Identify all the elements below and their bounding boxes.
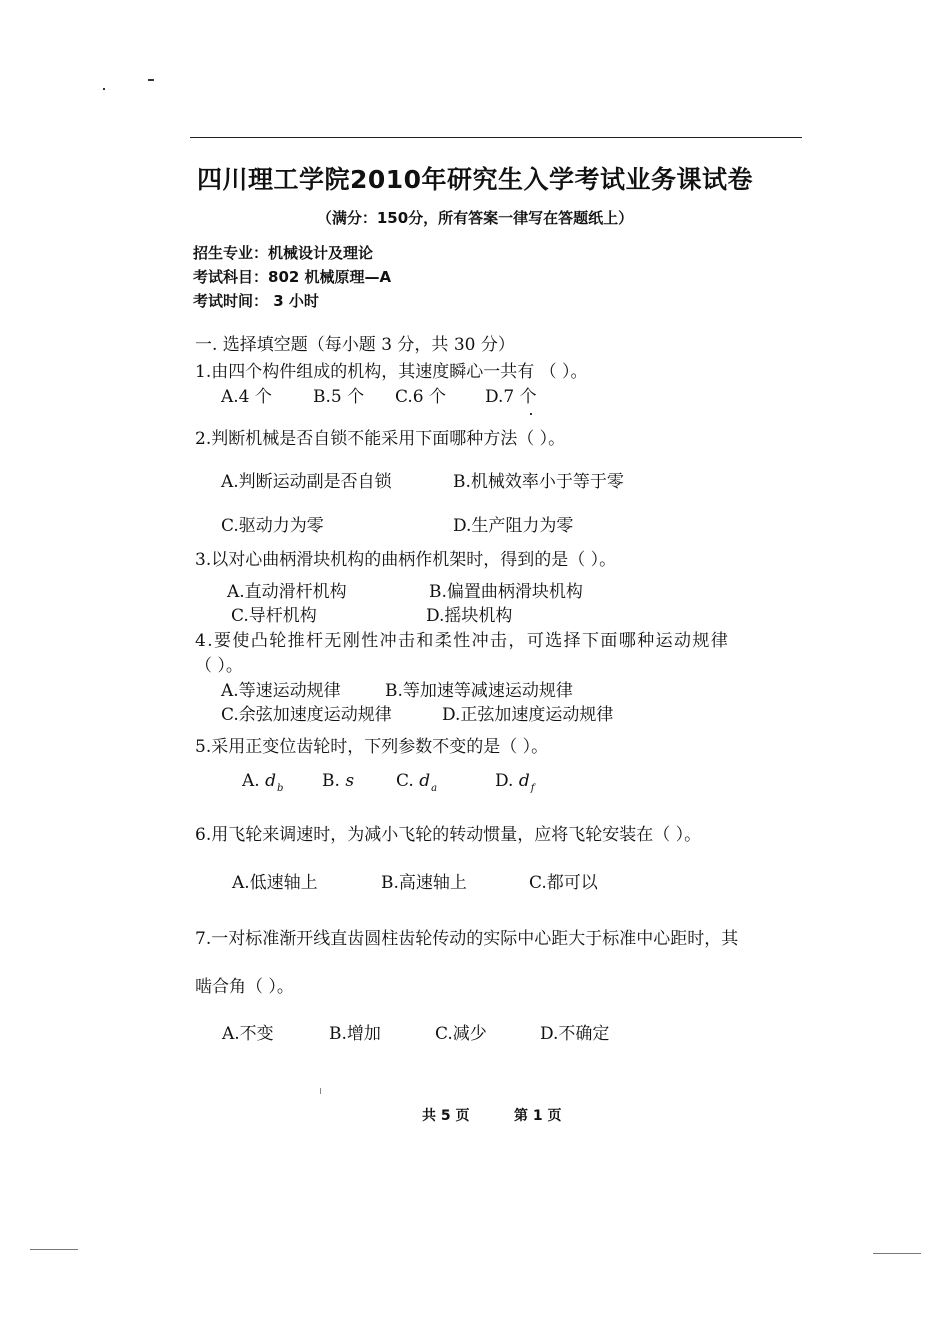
question-4-cont: （ ）。 [195,656,243,676]
q1-option-c: C.6 个 [395,387,447,407]
q5-option-c [396,771,437,794]
question-7: 7.一对标准渐开线直齿圆柱齿轮传动的实际中心距大于标准中心距时，其 [195,929,739,949]
q5-option-d-symbol: d [518,771,530,791]
q7-option-c: C.减少 [435,1024,487,1044]
q2-option-c: C.驱动力为零 [221,516,324,536]
q3-option-c: C.导杆机构 [231,606,317,626]
q3-option-b: B.偏置曲柄滑块机构 [429,582,583,602]
footer-current-page: 第 1 页 [514,1108,562,1124]
q4-option-a: A.等速运动规律 [221,681,341,701]
q1-option-a: A.4 个 [221,387,272,407]
q5-option-d-subscript: f [530,783,535,794]
q5-option-a-symbol: d [265,771,276,791]
scan-speck [103,88,105,90]
q4-option-c: C.余弦加速度运动规律 [221,705,392,725]
q5-option-d [495,771,534,794]
question-7-cont: 啮合角（ ）。 [195,977,294,997]
question-2: 2.判断机械是否自锁不能采用下面哪种方法（ ）。 [195,429,566,449]
exam-subject: 考试科目：802 机械原理—A [193,268,392,286]
q5-option-a-subscript: b [276,783,284,794]
q3-option-d: D.摇块机构 [426,606,513,626]
q3-option-a: A.直动滑杆机构 [227,582,347,602]
exam-duration: 考试时间： 3 小时 [193,292,319,310]
q7-option-d: D.不确定 [540,1024,610,1044]
q5-option-a [242,771,283,794]
exam-title: 四川理工学院2010年研究生入学考试业务课试卷 [196,165,754,194]
exam-note: （满分：150分，所有答案一律写在答题纸上） [316,209,634,227]
q6-option-c: C.都可以 [529,873,598,893]
q5-option-d-prefix: D. [495,771,514,791]
q7-option-b: B.增加 [329,1024,381,1044]
q4-option-b: B.等加速等减速运动规律 [385,681,573,701]
q1-option-d: D.7 个 [485,387,537,407]
q5-option-c-prefix: C. [396,771,414,791]
q7-option-a: A.不变 [222,1024,274,1044]
q2-option-d: D.生产阻力为零 [453,516,574,536]
q5-option-b-symbol: s [345,771,355,791]
q6-option-b: B.高速轴上 [381,873,467,893]
scan-speck [30,1249,78,1250]
q6-option-a: A.低速轴上 [232,873,318,893]
question-1: 1.由四个构件组成的机构，其速度瞬心一共有 （ ）。 [195,362,588,382]
q5-option-c-subscript: a [431,783,438,794]
header-rule [190,137,802,138]
question-3: 3.以对心曲柄滑块机构的曲柄作机架时，得到的是（ ）。 [195,550,617,570]
q1-option-b: B.5 个 [313,387,365,407]
footer-total-pages: 共 5 页 [422,1108,470,1124]
scan-speck [148,79,154,81]
q4-option-d: D.正弦加速度运动规律 [442,705,614,725]
scan-speck [320,1088,321,1094]
question-4: 4.要使凸轮推杆无刚性冲击和柔性冲击，可选择下面哪种运动规律 [195,631,730,651]
scan-speck [530,413,532,415]
q5-option-a-prefix: A. [242,771,260,791]
q5-option-b-prefix: B. [322,771,340,791]
scan-speck [873,1253,921,1254]
q5-option-c-symbol: d [419,771,431,791]
q2-option-a: A.判断运动副是否自锁 [221,472,392,492]
q5-option-b [322,771,354,791]
exam-major: 招生专业：机械设计及理论 [193,244,374,262]
question-5: 5.采用正变位齿轮时，下列参数不变的是（ ）。 [195,737,549,757]
q2-option-b: B.机械效率小于等于零 [453,472,624,492]
question-6: 6.用飞轮来调速时，为减小飞轮的转动惯量，应将飞轮安装在（ ）。 [195,825,702,845]
section-heading: 一. 选择填空题（每小题 3 分，共 30 分） [195,335,515,355]
